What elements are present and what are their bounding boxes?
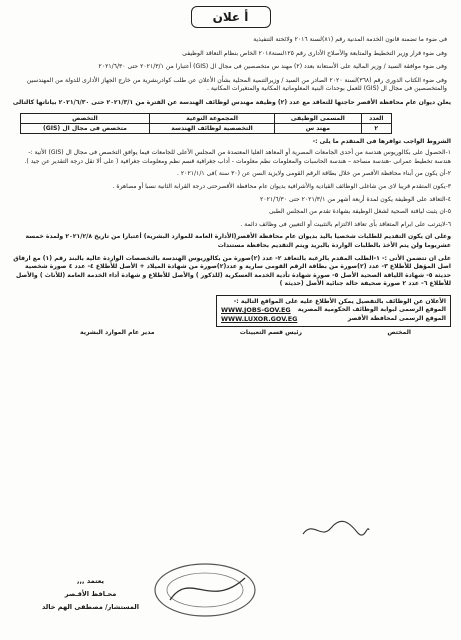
luxor-gov-link[interactable]: WWW.LUXOR.GOV.EG <box>221 315 298 324</box>
table-cell-job-title: مهند س <box>275 123 361 133</box>
paragraph-planning-decree: وفى ضوء قرار وزير التخطيط والمتابعة والأصلاح الأدارى رقم ١٢٥لسنة٢٠١٨ الخاص بنظام التعاقد الوظيفى <box>182 49 447 57</box>
hr-director: مدير عام الموارد البشرية <box>80 328 155 336</box>
jobs-table <box>20 113 392 134</box>
paragraph-finance-approval: وفى ضوء موافقة السيد / وزير المالية على الأستعانة بعدد (٢) مهند س متخصصين فى مجال ال (GIS) أعتبارا من ٢٠٢١/٣/١ حتى ٢٠٢١/٦/٣٠ <box>98 63 447 71</box>
application-paragraph: وعلى ان يكون التقديم للطلبات شخصيا باليد بديوان عام محافظة الأقصر(الأدارة العامة للموارد البشرية) أعتبارا من تاريخ ٢٠٢١/٢/٨ ولمدة خمسة عشريوما ولن يتم الأخذ بالطلبات الواردة بالبريد ويتم التقديم بحافظة مستندات <box>25 233 451 249</box>
governor-name: المستشار/ مصطفى الهم خالد <box>42 603 140 611</box>
condition-item: ٦-لايترتب على ابرام المتعاقد بأى تعاقد الالتزام بالتثبيت أو التعيين فى وظائف دائمة . <box>240 220 451 228</box>
condition-item: ٢-أن يكون من أبناء محافظة الأقصر من خلال بطاقة الرقم القومى ولايزيد السن عن (٣٠ سنة )فى ٢٠٢١/١/١ . <box>177 170 451 178</box>
site2-label: الموقع الرسمى لمحافظة الأقصر <box>347 315 446 323</box>
signature-row <box>10 329 451 338</box>
official-stamp-icon <box>150 560 260 620</box>
governor-title: محـافظ الأقـصر <box>64 590 117 598</box>
condition-item: ١-الحصول على بكالوريوس هندسة من أحدى الجامعات المصرية أو المعاهد العليا المعتمدة من المجلس الأعلى للجامعات فيما يوافق التخصص فى مجال ال (GIS) الأتية :- هندسة تخطيط عمرانى -هندسة مساحة – هندسة الحاسبات والمعلومات نظم معلومات - أداب جغرافية قسم نظم ومعلومات جغرافية ( على ألا تقل درجة التقدير عن جيد ). <box>24 149 451 165</box>
page-title: أ علان <box>191 6 271 28</box>
paragraph-announcement: يعلن ديوان عام محافظة الأقصر حاجتها للتعاقد مع عدد (٢) وظيفة مهندس لوظائف الهندسة عن الفترة من ٢٠٢١/٣/١ حتى ٢٠٢١/٦/٣٠ بياناتها كالتالى <box>12 98 451 106</box>
conditions-title: الشروط الواجب توافرها فى المتقدم ما يلى :- <box>312 137 451 145</box>
table-header-group: المجموعة النوعية <box>149 113 274 123</box>
table-header-count: العدد <box>361 113 391 123</box>
reviewer-label: المختص <box>387 328 411 336</box>
table-cell-group: التخصصية لوظائف الهندسة <box>149 123 274 133</box>
jobs-gov-link[interactable]: WWW.JOBS-GOV.EG <box>221 306 291 315</box>
documents-paragraph: على ان تتضمن الأتى :- ١-الطلب المقدم بالرغبة بالتعاقد ٢- عدد (٢)صورة من بكالوريوس الهندسة بالتخصصات الواردة عالية بالبند رقم (١) مع ارفاق اصل المؤهل للأطلاع ٣- عدد (٢)صورة من بطاقة الرقم القومى سارية و عدد(٢)صورة من شهادة الميلاد + الأصل للأطلاع ٤- عدد ٤ صورة شخصية حديثة ٥- شهادة اللياقة الصحية الأصل ٥- صورة شهادة تأدية الخدمة العسكرية (للذكور ) والأصل للأطلاع و شهادة أداء الخدمة العامة (للأناث ) والأصل للأطلاع ٦- عدد ٢ صورة صحيفة حالة جنائية الأصل (حديثة ) <box>13 254 451 288</box>
approve-label: يعتمد ,,, <box>77 577 104 585</box>
sites-intro: الأعلان عن الوظائف بالتفصيل يمكن الأطلاع عليه على المواقع التالية :- <box>233 297 446 305</box>
site-row-jobs <box>221 306 446 315</box>
table-cell-specialty: متخصص فى مجال ال (GIS) <box>21 123 150 133</box>
condition-item: ٤-التعاقد على الوظيفة يكون لمدة أربعة أشهر من ٢٠٢١/٣/١ حتى ٢٠٢١/٦/٣٠ <box>260 195 451 203</box>
reviewer-title: رئيس قسم التعيينات <box>239 328 303 336</box>
condition-item: ٥-ان يثبت لياقتة الصحية لشغل الوظيفة بشهادة تقدم من المجلس الطبى <box>268 208 451 216</box>
site-row-luxor <box>221 315 446 324</box>
announcement-sites-box <box>216 295 451 327</box>
conditions-list <box>10 149 451 289</box>
table-cell-count: ٢ <box>361 123 391 133</box>
signature-scribble-icon <box>301 518 371 540</box>
table-header-job-title: المسمى الوظيفى <box>275 113 361 123</box>
condition-item: ٣-يكون المتقدم قريبا لاى من شاغلى الوظائف القيادية والأشرافية بديوان عام محافظة الأقصرحتى درجة القرابة الثانية نسبا أو مصاهرة . <box>112 182 451 190</box>
table-header-row <box>21 113 392 123</box>
paragraph-circular-book: وفى ضوء الكتاب الدورى رقم (٣٦٨)لسنة ٢٠٢٠ الصادر من السيد / وزيرالتنمية المحلية بشأن الأعلان عن طلب كوادربشرية من خارج الجهاز الأدارى للدولة من المهندسين والمتخصصين فى مجال ال (GIS) للعمل بوحدات البنية المعلوماتية المكانية والمتغيرات المكانية . <box>26 76 447 93</box>
table-row <box>21 123 392 133</box>
site1-label: الموقع الرسمى لبوابة الوظائف الحكومية المصرية <box>297 306 446 314</box>
table-header-specialty: التخصص <box>21 113 150 123</box>
paragraph-civil-service-law: فى ضوء ما تضمنة قانون الخدمة المدنية رقم (٨١)لسنة ٢٠١٦ ولائحتة التنفيذية <box>253 36 447 43</box>
governor-signature-block <box>42 575 139 614</box>
